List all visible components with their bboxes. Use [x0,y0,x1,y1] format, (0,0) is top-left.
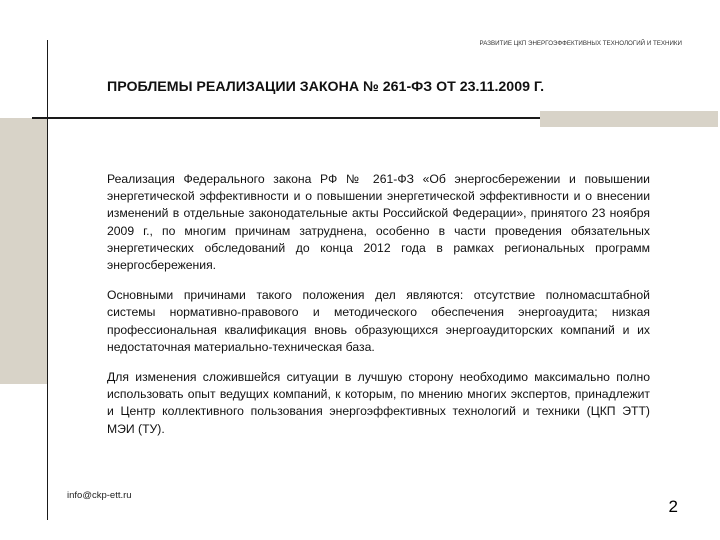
paragraph-2: Основными причинами такого положения дел являются: отсутствие полномасштабной системы нормативно-правового и методического обеспечения энергоаудита; низкая профессиональная квалификация вновь образующихся энергоаудиторских компаний и их недостаточная материально-техническая база. [107,288,650,354]
right-accent-block [540,111,718,127]
slide-body [107,171,650,451]
footer-email[interactable]: info@ckp-ett.ru [67,490,132,501]
vertical-divider [47,40,48,520]
org-header: РАЗВИТИЕ ЦКП ЭНЕРГОЭФФЕКТИВНЫХ ТЕХНОЛОГИЙ И ТЕХНИКИ [479,40,682,47]
page-number: 2 [668,497,678,516]
paragraph-3: Для изменения сложившейся ситуации в лучшую сторону необходимо максимально полно использовать опыт ведущих компаний, к которым, по мнению многих экспертов, принадлежит и Центр коллективного пользования энергоэффективных технологий и техники (ЦКП ЭТТ) МЭИ (ТУ). [107,370,650,436]
left-accent-bar [0,118,47,384]
slide-title: ПРОБЛЕМЫ РЕАЛИЗАЦИИ ЗАКОНА № 261-ФЗ ОТ 23.11.2009 Г. [107,79,545,95]
title-divider [32,117,540,119]
paragraph-1: Реализация Федерального закона РФ № 261-ФЗ «Об энергосбережении и повышении энергетической эффективности и о повышении энергетической эффективности и о внесении изменений в отдельные законодательные акты Российской Федерации», принятого 23 ноября 2009 г., по многим причинам затруднена, особенно в части проведения обязательных энергетических обследований до конца 2012 года в рамках региональных программ энергосбережения. [107,172,650,273]
